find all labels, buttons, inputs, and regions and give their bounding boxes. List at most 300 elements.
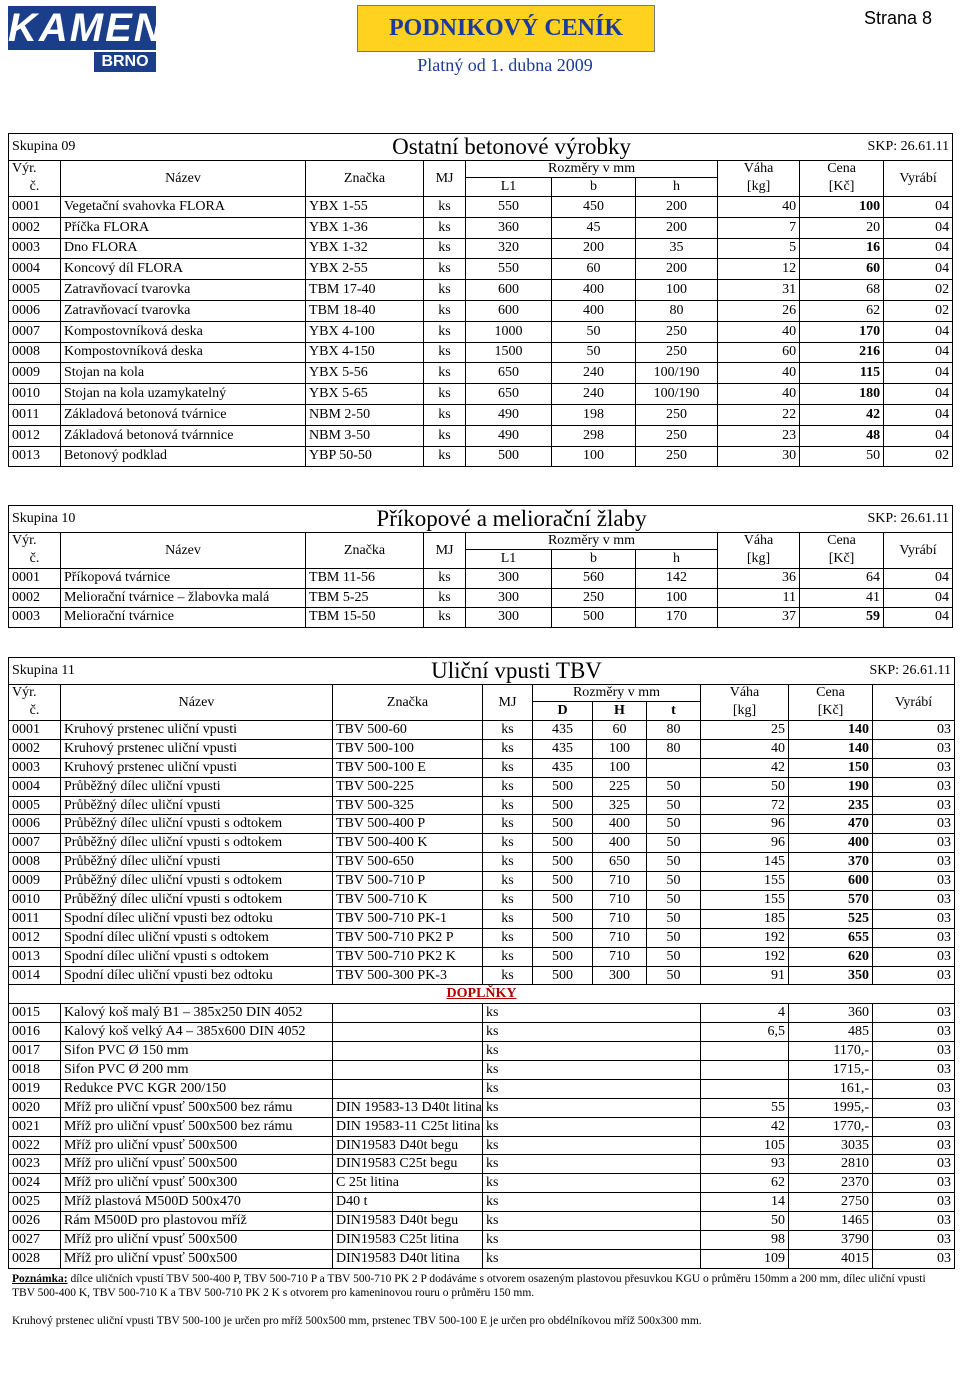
cell-dim2: 225: [593, 777, 647, 796]
col-d: D: [533, 702, 593, 721]
cell-name: Průběžný dílec uliční vpusti s odtokem: [61, 872, 333, 891]
col-cena: Cena: [800, 161, 884, 178]
col-vaha-unit: [kg]: [701, 702, 789, 721]
col-t: t: [647, 702, 701, 721]
cell-weight: 5: [718, 238, 800, 259]
cell-dim1: 300: [466, 588, 552, 608]
col-nazev: Název: [61, 533, 306, 569]
cell-mark: DIN19583 C25t begu: [333, 1155, 483, 1174]
cell-price: 1170,-: [789, 1042, 873, 1061]
cell-producer: 04: [884, 608, 953, 628]
cell-dim2: 100: [552, 446, 636, 467]
cell-dim1: 600: [466, 300, 552, 321]
table-row: [9, 1023, 955, 1042]
col-nazev: Název: [61, 685, 333, 721]
cell-mark: NBM 3-50: [306, 425, 424, 446]
cell-name: Průběžný dílec uliční vpusti s odtokem: [61, 834, 333, 853]
company-logo: [8, 6, 196, 72]
cell-dim1: 500: [533, 815, 593, 834]
cell-unit: ks: [424, 608, 466, 628]
cell-weight: 11: [718, 588, 800, 608]
cell-name: Průběžný dílec uliční vpusti: [61, 853, 333, 872]
cell-mark: DIN 19583-13 D40t litina: [333, 1098, 483, 1117]
table-row: [9, 1117, 955, 1136]
cell-unit: ks: [424, 425, 466, 446]
cell-dim2: 710: [593, 909, 647, 928]
group-11-rows: [9, 721, 955, 985]
cell-dim1: 500: [533, 777, 593, 796]
cell-code: 0025: [9, 1193, 61, 1212]
table-row: [9, 425, 953, 446]
cell-price: 370: [789, 853, 873, 872]
table-row: [9, 1042, 955, 1061]
cell-dim2: 298: [552, 425, 636, 446]
cell-weight: 4: [701, 1004, 789, 1023]
table-row: [9, 1193, 955, 1212]
cell-unit: ks: [483, 796, 533, 815]
table-row: [9, 280, 953, 301]
cell-dim2: 50: [552, 321, 636, 342]
cell-unit: ks: [483, 1117, 701, 1136]
cell-price: 60: [800, 259, 884, 280]
cell-mark: TBV 500-400 P: [333, 815, 483, 834]
cell-name: Meliorační tvárnice – žlabovka malá: [61, 588, 306, 608]
cell-producer: 03: [873, 947, 955, 966]
cell-producer: 04: [884, 404, 953, 425]
cell-dim2: 710: [593, 872, 647, 891]
cell-unit: ks: [483, 1098, 701, 1117]
cell-mark: TBV 500-710 PK2 P: [333, 928, 483, 947]
table-row: [9, 1174, 955, 1193]
cell-price: 235: [789, 796, 873, 815]
table-row: [9, 300, 953, 321]
table-row: [9, 796, 955, 815]
note-label: Poznámka:: [12, 1273, 68, 1285]
cell-unit: ks: [483, 1061, 701, 1080]
cell-code: 0008: [9, 342, 61, 363]
cell-mark: TBV 500-325: [333, 796, 483, 815]
cell-name: Příčka FLORA: [61, 217, 306, 238]
col-h: h: [636, 178, 718, 197]
col-mj: MJ: [483, 685, 533, 721]
cell-weight: 192: [701, 928, 789, 947]
cell-dim1: 360: [466, 217, 552, 238]
cell-code: 0010: [9, 891, 61, 910]
cell-dim3: 50: [647, 909, 701, 928]
cell-dim3: 50: [647, 928, 701, 947]
cell-weight: 155: [701, 872, 789, 891]
cell-weight: 40: [718, 197, 800, 218]
group-header-row: [9, 506, 953, 533]
cell-code: 0013: [9, 446, 61, 467]
cell-name: Spodní dílec uliční vpusti bez odtoku: [61, 909, 333, 928]
cell-producer: 03: [873, 1212, 955, 1231]
cell-weight: 50: [701, 1212, 789, 1231]
cell-weight: 55: [701, 1098, 789, 1117]
cell-dim2: 60: [552, 259, 636, 280]
cell-name: Mříž pro uliční vpusť 500x500: [61, 1136, 333, 1155]
cell-price: 485: [789, 1023, 873, 1042]
cell-code: 0002: [9, 739, 61, 758]
cell-dim2: 650: [593, 853, 647, 872]
cell-name: Průběžný dílec uliční vpusti s odtokem: [61, 891, 333, 910]
cell-unit: ks: [483, 1193, 701, 1212]
cell-code: 0006: [9, 815, 61, 834]
cell-weight: 40: [701, 739, 789, 758]
cell-price: 350: [789, 966, 873, 985]
col-vaha: Váha: [701, 685, 789, 702]
cell-weight: 42: [701, 758, 789, 777]
cell-producer: 03: [873, 1155, 955, 1174]
cell-unit: ks: [483, 1004, 701, 1023]
cell-unit: ks: [483, 1136, 701, 1155]
cell-unit: ks: [424, 569, 466, 589]
cell-dim2: 240: [552, 384, 636, 405]
doplnky-label: DOPLŇKY: [9, 985, 955, 1004]
cell-weight: 72: [701, 796, 789, 815]
cell-producer: 03: [873, 1023, 955, 1042]
col-b: b: [552, 550, 636, 569]
cell-weight: 105: [701, 1136, 789, 1155]
cell-producer: 03: [873, 1174, 955, 1193]
table-row: [9, 608, 953, 628]
cell-weight: 96: [701, 834, 789, 853]
cell-weight: 40: [718, 384, 800, 405]
table-row: [9, 1155, 955, 1174]
cell-dim3: 100: [636, 588, 718, 608]
table-row: [9, 966, 955, 985]
col-mj: MJ: [424, 161, 466, 197]
cell-dim1: 500: [533, 891, 593, 910]
cell-name: Betonový podklad: [61, 446, 306, 467]
group-10-rows: [9, 569, 953, 628]
cell-dim3: 250: [636, 404, 718, 425]
cell-dim3: 250: [636, 446, 718, 467]
cell-name: Kompostovníková deska: [61, 342, 306, 363]
cell-price: 216: [800, 342, 884, 363]
cell-code: 0001: [9, 721, 61, 740]
cell-dim3: 100/190: [636, 384, 718, 405]
cell-code: 0022: [9, 1136, 61, 1155]
cell-dim2: 250: [552, 588, 636, 608]
cell-dim1: 490: [466, 404, 552, 425]
cell-price: 16: [800, 238, 884, 259]
cell-code: 0007: [9, 321, 61, 342]
cell-dim3: 50: [647, 796, 701, 815]
cell-weight: 6,5: [701, 1023, 789, 1042]
cell-name: Kalový koš velký A4 – 385x600 DIN 4052: [61, 1023, 333, 1042]
cell-dim3: 50: [647, 891, 701, 910]
cell-name: Zatravňovací tvarovka: [61, 300, 306, 321]
table-row: [9, 1079, 955, 1098]
cell-weight: 25: [701, 721, 789, 740]
cell-name: Průběžný dílec uliční vpusti: [61, 777, 333, 796]
cell-dim1: 1000: [466, 321, 552, 342]
cell-dim3: 50: [647, 834, 701, 853]
cell-code: 0011: [9, 404, 61, 425]
group-label: Skupina 10: [9, 506, 306, 533]
cell-code: 0009: [9, 363, 61, 384]
cell-price: 4015: [789, 1249, 873, 1268]
cell-mark: TBV 500-710 PK-1: [333, 909, 483, 928]
cell-weight: 91: [701, 966, 789, 985]
cell-dim3: 50: [647, 947, 701, 966]
cell-code: 0008: [9, 853, 61, 872]
cell-name: Meliorační tvárnice: [61, 608, 306, 628]
cell-code: 0026: [9, 1212, 61, 1231]
cell-weight: [701, 1042, 789, 1061]
table-row: [9, 909, 955, 928]
table-row: [9, 404, 953, 425]
cell-mark: YBX 4-100: [306, 321, 424, 342]
cell-name: Základová betonová tvárnnice: [61, 425, 306, 446]
cell-mark: [333, 1061, 483, 1080]
cell-dim3: 50: [647, 872, 701, 891]
cell-producer: 02: [884, 446, 953, 467]
cell-price: 3035: [789, 1136, 873, 1155]
cell-dim3: 250: [636, 321, 718, 342]
cell-dim1: 500: [533, 947, 593, 966]
cell-dim3: 50: [647, 815, 701, 834]
cell-price: 180: [800, 384, 884, 405]
price-table-group-09: [8, 133, 953, 467]
col-hh: H: [593, 702, 647, 721]
cell-mark: TBV 500-710 PK2 K: [333, 947, 483, 966]
cell-dim3: 200: [636, 197, 718, 218]
cell-producer: 03: [873, 872, 955, 891]
cell-code: 0001: [9, 197, 61, 218]
cell-producer: 04: [884, 197, 953, 218]
cell-code: 0014: [9, 966, 61, 985]
cell-name: Kruhový prstenec uliční vpusti: [61, 739, 333, 758]
cell-producer: 04: [884, 321, 953, 342]
cell-mark: YBX 2-55: [306, 259, 424, 280]
cell-name: Kompostovníková deska: [61, 321, 306, 342]
cell-code: 0019: [9, 1079, 61, 1098]
col-h: h: [636, 550, 718, 569]
cell-name: Stojan na kola uzamykatelný: [61, 384, 306, 405]
cell-unit: ks: [424, 259, 466, 280]
cell-code: 0005: [9, 280, 61, 301]
cell-producer: 03: [873, 909, 955, 928]
cell-unit: ks: [483, 739, 533, 758]
price-table-group-11: [8, 657, 955, 1269]
cell-price: 150: [789, 758, 873, 777]
table-row: [9, 872, 955, 891]
cell-dim2: 100: [593, 739, 647, 758]
table-row: [9, 363, 953, 384]
cell-name: Vegetační svahovka FLORA: [61, 197, 306, 218]
cell-dim3: [647, 758, 701, 777]
valid-from: Platný od 1. dubna 2009: [417, 55, 593, 75]
cell-unit: ks: [424, 217, 466, 238]
cell-mark: TBV 500-710 P: [333, 872, 483, 891]
col-vaha: Váha: [718, 533, 800, 550]
cell-unit: ks: [483, 1079, 701, 1098]
col-vyrabi: Vyrábí: [884, 161, 953, 197]
group-11-extra-rows: [9, 1004, 955, 1268]
cell-code: 0003: [9, 608, 61, 628]
cell-code: 0023: [9, 1155, 61, 1174]
cell-dim1: 550: [466, 259, 552, 280]
cell-mark: YBX 1-55: [306, 197, 424, 218]
cell-code: 0024: [9, 1174, 61, 1193]
table-row: [9, 815, 955, 834]
col-cena-unit: [Kč]: [789, 702, 873, 721]
group-header-row: [9, 658, 955, 685]
col-cena: Cena: [800, 533, 884, 550]
cell-price: 64: [800, 569, 884, 589]
cell-mark: DIN 19583-11 C25t litina: [333, 1117, 483, 1136]
cell-dim1: 300: [466, 569, 552, 589]
cell-producer: 04: [884, 217, 953, 238]
cell-dim3: 80: [636, 300, 718, 321]
cell-unit: ks: [483, 1212, 701, 1231]
col-l1: L1: [466, 550, 552, 569]
cell-unit: ks: [483, 966, 533, 985]
cell-dim3: 50: [647, 966, 701, 985]
cell-price: 2810: [789, 1155, 873, 1174]
logo-wordmark: KAMENA: [8, 6, 196, 50]
cell-producer: 03: [873, 1079, 955, 1098]
cell-dim2: 710: [593, 928, 647, 947]
group-label: Skupina 11: [9, 658, 333, 685]
cell-producer: 03: [873, 834, 955, 853]
cell-code: 0005: [9, 796, 61, 815]
cell-unit: ks: [483, 777, 533, 796]
cell-dim3: 80: [647, 721, 701, 740]
table-row: [9, 217, 953, 238]
cell-mark: [333, 1079, 483, 1098]
cell-unit: ks: [424, 342, 466, 363]
cell-code: 0017: [9, 1042, 61, 1061]
col-vyr: Výr.: [9, 685, 61, 702]
cell-weight: 50: [701, 777, 789, 796]
cell-mark: YBX 5-56: [306, 363, 424, 384]
cell-mark: TBV 500-60: [333, 721, 483, 740]
cell-dim2: 60: [593, 721, 647, 740]
table-row: [9, 739, 955, 758]
cell-unit: ks: [483, 909, 533, 928]
table-row: [9, 238, 953, 259]
cell-price: 620: [789, 947, 873, 966]
table-row: [9, 1136, 955, 1155]
cell-price: 570: [789, 891, 873, 910]
table-row: [9, 891, 955, 910]
cell-unit: ks: [483, 1042, 701, 1061]
cell-producer: 04: [884, 588, 953, 608]
cell-weight: 22: [718, 404, 800, 425]
cell-mark: TBV 500-710 K: [333, 891, 483, 910]
cell-dim2: 325: [593, 796, 647, 815]
cell-unit: ks: [483, 928, 533, 947]
cell-dim2: 50: [552, 342, 636, 363]
cell-producer: 03: [873, 739, 955, 758]
cell-mark: TBV 500-400 K: [333, 834, 483, 853]
cell-weight: 145: [701, 853, 789, 872]
cell-name: Průběžný dílec uliční vpusti s odtokem: [61, 815, 333, 834]
col-rozmery: Rozměry v mm: [466, 533, 718, 550]
col-cena-unit: [Kč]: [800, 178, 884, 197]
col-vyr-cislo: č.: [9, 178, 61, 197]
cell-dim3: 250: [636, 425, 718, 446]
cell-mark: TBM 18-40: [306, 300, 424, 321]
cell-price: 140: [789, 721, 873, 740]
cell-dim3: 80: [647, 739, 701, 758]
cell-dim2: 240: [552, 363, 636, 384]
cell-code: 0001: [9, 569, 61, 589]
cell-unit: ks: [483, 815, 533, 834]
cell-producer: 04: [884, 259, 953, 280]
cell-price: 62: [800, 300, 884, 321]
cell-name: Spodní dílec uliční vpusti s odtokem: [61, 947, 333, 966]
cell-producer: 03: [873, 1117, 955, 1136]
cell-code: 0007: [9, 834, 61, 853]
col-l1: L1: [466, 178, 552, 197]
cell-unit: ks: [424, 280, 466, 301]
col-rozmery: Rozměry v mm: [533, 685, 701, 702]
cell-dim1: 650: [466, 363, 552, 384]
cell-dim3: 170: [636, 608, 718, 628]
cell-dim1: 500: [533, 834, 593, 853]
cell-dim3: 200: [636, 217, 718, 238]
cell-code: 0002: [9, 588, 61, 608]
cell-weight: 192: [701, 947, 789, 966]
table-row: [9, 777, 955, 796]
col-vyrabi: Vyrábí: [884, 533, 953, 569]
cell-dim1: 320: [466, 238, 552, 259]
col-rozmery: Rozměry v mm: [466, 161, 718, 178]
group-skp: SKP: 26.61.11: [701, 658, 955, 685]
cell-price: 41: [800, 588, 884, 608]
cell-weight: [701, 1079, 789, 1098]
cell-mark: YBP 50-50: [306, 446, 424, 467]
cell-dim1: 435: [533, 739, 593, 758]
cell-producer: 03: [873, 1136, 955, 1155]
cell-mark: DIN19583 D40t begu: [333, 1136, 483, 1155]
cell-dim1: 650: [466, 384, 552, 405]
cell-dim2: 400: [552, 300, 636, 321]
col-znacka: Značka: [306, 533, 424, 569]
col-znacka: Značka: [306, 161, 424, 197]
cell-code: 0015: [9, 1004, 61, 1023]
cell-producer: 04: [884, 425, 953, 446]
cell-name: Mříž pro uliční vpusť 500x500: [61, 1231, 333, 1250]
cell-mark: TBM 15-50: [306, 608, 424, 628]
table-row: [9, 1098, 955, 1117]
cell-code: 0018: [9, 1061, 61, 1080]
cell-code: 0004: [9, 777, 61, 796]
cell-mark: TBV 500-100: [333, 739, 483, 758]
table-row: [9, 446, 953, 467]
cell-weight: 40: [718, 321, 800, 342]
cell-dim3: 142: [636, 569, 718, 589]
logo-city: BRNO: [94, 52, 156, 72]
cell-mark: DIN19583 D40t litina: [333, 1249, 483, 1268]
cell-unit: ks: [424, 321, 466, 342]
column-header-row: [9, 161, 953, 178]
cell-price: 161,-: [789, 1079, 873, 1098]
col-znacka: Značka: [333, 685, 483, 721]
cell-dim2: 100: [593, 758, 647, 777]
cell-weight: 12: [718, 259, 800, 280]
page-number: Strana 8: [864, 8, 933, 28]
cell-unit: ks: [424, 446, 466, 467]
cell-producer: 03: [873, 1004, 955, 1023]
cell-name: Kruhový prstenec uliční vpusti: [61, 721, 333, 740]
cell-dim2: 400: [593, 815, 647, 834]
cell-name: Mříž pro uliční vpusť 500x500: [61, 1249, 333, 1268]
